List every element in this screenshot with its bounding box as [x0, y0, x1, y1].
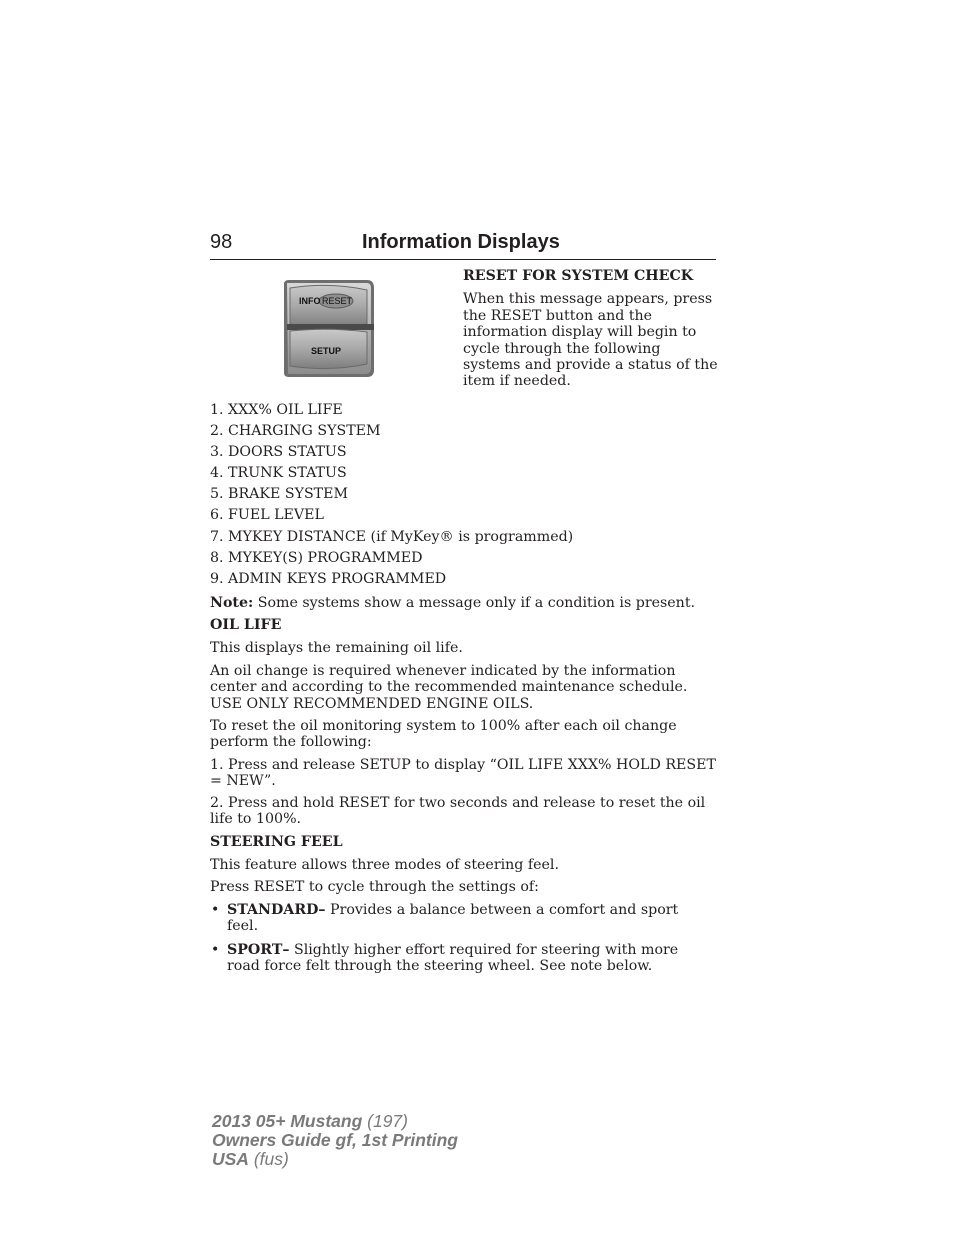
page-header — [210, 229, 716, 260]
oil-life-paragraph-2: An oil change is required whenever indicated by the information center and according to the recommended maintenance schedule. USE ONLY RECOMMENDED ENGINE OILS. — [210, 663, 688, 712]
system-check-text: When this message appears, press the RESET button and the information display will begin to cycle through the following systems and provide a status of the item if needed. — [463, 291, 718, 390]
bullet-icon: • — [211, 941, 220, 958]
setup-button-label: SETUP — [311, 346, 342, 356]
list-item: 7. MYKEY DISTANCE (if MyKey® is programmed) — [210, 528, 574, 545]
footer-market-code: (fus) — [248, 1149, 289, 1169]
mode-term: SPORT– — [227, 941, 290, 958]
list-item: 8. MYKEY(S) PROGRAMMED — [210, 549, 423, 566]
section-title: Information Displays — [362, 231, 560, 253]
footer-model: 2013 05+ Mustang — [212, 1111, 363, 1131]
steering-modes-list — [210, 902, 710, 975]
info-button-label: INFO — [299, 296, 321, 306]
steering-feel-paragraph-1: This feature allows three modes of steering feel. — [210, 857, 559, 873]
info-reset-setup-buttons-illustration — [281, 280, 375, 378]
page-number: 98 — [210, 231, 233, 253]
system-check-heading: RESET FOR SYSTEM CHECK — [463, 268, 694, 284]
footer-guide: Owners Guide gf, 1st Printing — [212, 1130, 458, 1150]
list-item: 9. ADMIN KEYS PROGRAMMED — [210, 570, 447, 587]
mode-description: Provides a balance between a comfort and sport feel. — [227, 902, 679, 935]
footer-market: USA — [212, 1149, 249, 1169]
note-paragraph — [210, 595, 720, 611]
list-item: 4. TRUNK STATUS — [210, 465, 347, 482]
note-text: Some systems show a message only if a condition is present. — [253, 595, 696, 611]
mode-description: Slightly higher effort required for steering with more road force felt through the steering wheel. See note below. — [227, 941, 679, 975]
system-status-list — [210, 402, 573, 592]
oil-life-paragraph-3: To reset the oil monitoring system to 100% after each oil change perform the following: — [210, 718, 677, 751]
reset-button-label: RESET — [322, 296, 353, 306]
list-item: 1. XXX% OIL LIFE — [210, 402, 343, 418]
system-check-section — [463, 268, 719, 390]
steering-feel-paragraph-2: Press RESET to cycle through the settings of: — [210, 879, 539, 895]
list-item — [210, 942, 710, 975]
list-item: 3. DOORS STATUS — [210, 444, 347, 461]
list-item: 2. CHARGING SYSTEM — [210, 423, 381, 440]
document-footer — [212, 1112, 458, 1169]
list-item: 6. FUEL LEVEL — [210, 507, 324, 524]
steering-feel-heading: STEERING FEEL — [210, 834, 343, 850]
bullet-icon: • — [211, 902, 220, 918]
mode-term: STANDARD– — [227, 902, 326, 918]
oil-life-step-2: 2. Press and hold RESET for two seconds and release to reset the oil life to 100%. — [210, 795, 706, 828]
oil-life-paragraph-1: This displays the remaining oil life. — [210, 640, 463, 656]
oil-life-step-1: 1. Press and release SETUP to display “OIL LIFE XXX% HOLD RESET = NEW”. — [210, 757, 716, 790]
note-label: Note: — [210, 595, 254, 611]
list-item: 5. BRAKE SYSTEM — [210, 486, 349, 503]
footer-model-code: (197) — [362, 1111, 408, 1131]
oil-life-heading: OIL LIFE — [210, 617, 282, 633]
list-item — [210, 902, 710, 935]
